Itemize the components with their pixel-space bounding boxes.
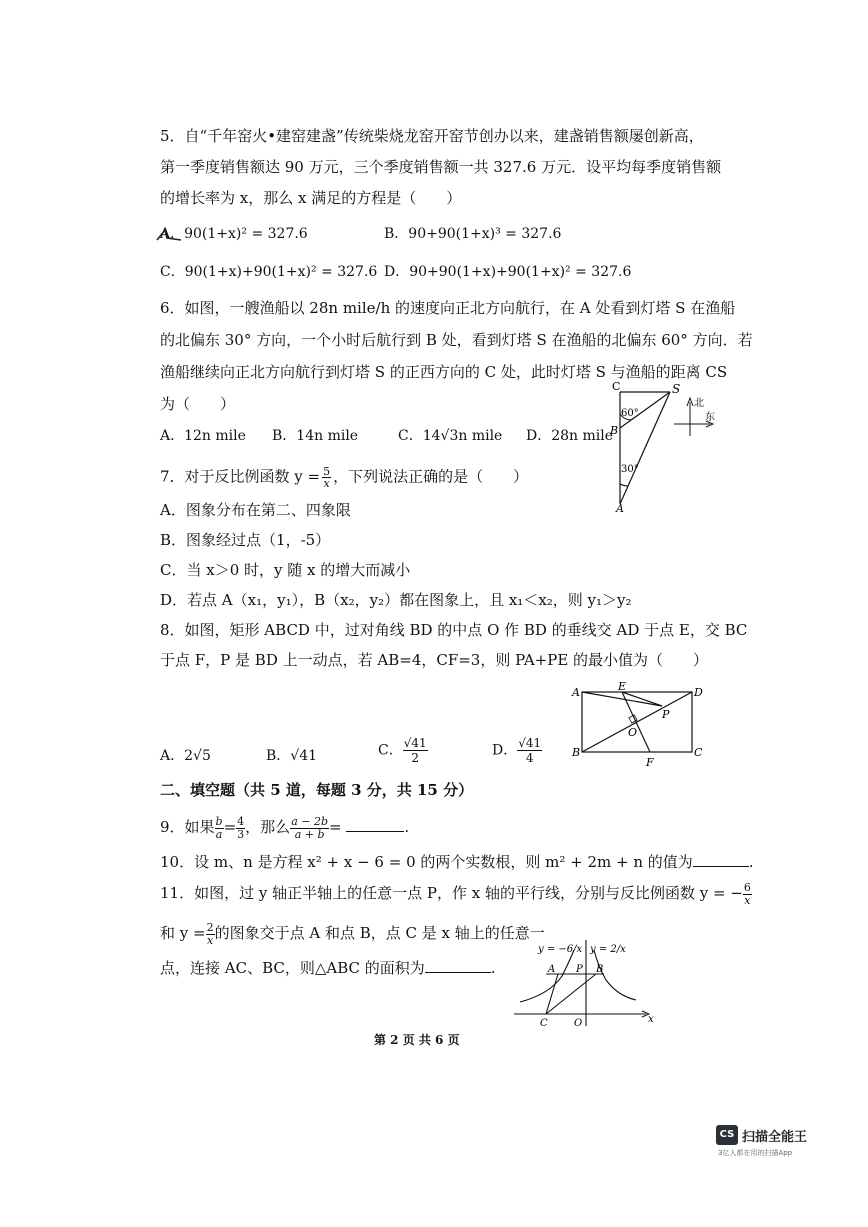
q11-label-x: x (648, 1014, 654, 1025)
q11-line3-text: 点，连接 AC、BC，则△ABC 的面积为 (160, 959, 425, 977)
east-icon: 东 (705, 412, 715, 423)
q9-f2-num: 4 (237, 814, 245, 828)
q6-option-a: A．12n mile (160, 428, 246, 444)
q11-line1-text: 11．如图，过 y 轴正半轴上的任意一点 P，作 x 轴的平行线，分别与反比例函数 y = − (160, 884, 743, 902)
q5-option-c: C．90(1+x)+90(1+x)² = 327.6 (160, 264, 378, 280)
q6-angle-30: 30° (621, 464, 639, 475)
q11-f2-den: x (206, 933, 214, 947)
q8-option-c-den: 2 (411, 751, 419, 765)
q7-option-d: D．若点 A（x₁，y₁），B（x₂，y₂）都在图象上，且 x₁＜x₂，则 y₁＞y₂ (160, 591, 632, 609)
pen-mark-icon (155, 228, 183, 242)
q7-frac-den: x (323, 477, 330, 490)
q5-line2: 第一季度销售额达 90 万元，三个季度销售额一共 327.6 万元．设平均每季度销售额 (160, 158, 722, 176)
q8-label-d: D (694, 686, 703, 699)
q9-post: = (329, 818, 342, 836)
page-footer: 第 2 页 共 6 页 (374, 1033, 460, 1047)
q9-f1-den: a (215, 827, 223, 841)
q8-option-c (378, 736, 428, 765)
q8-option-b: B．√41 (266, 748, 318, 764)
q8-label-o: O (628, 726, 638, 739)
q11-end: . (490, 959, 496, 977)
q9-pre: 9．如果 (160, 818, 215, 836)
q9-f1-num: b (215, 814, 223, 828)
q8-label-f: F (646, 756, 654, 769)
q6-label-a: A (616, 502, 624, 515)
q11-line3 (160, 958, 496, 978)
q11-label-b: B (596, 964, 604, 975)
q7-option-c: C．当 x＞0 时，y 随 x 的增大而减小 (160, 561, 411, 579)
section-2-title: 二、填空题（共 5 道，每题 3 分，共 15 分） (160, 781, 474, 799)
q11-line2-post: 的图象交于点 A 和点 B，点 C 是 x 轴上的任意一 (214, 924, 545, 942)
q6-line3: 渔船继续向正北方向航行到灯塔 S 的正西方向的 C 处，此时灯塔 S 与渔船的距离 CS (160, 363, 728, 381)
q8-line1: 8．如图，矩形 ABCD 中，过对角线 BD 的中点 O 作 BD 的垂线交 AD 于点 E，交 BC (160, 621, 748, 639)
q6-line2: 的北偏东 30° 方向，一个小时后航行到 B 处，看到灯塔 S 在渔船的北偏东 60° 方向．若 (160, 331, 753, 349)
q6-option-d: D．28n mile (526, 428, 614, 444)
q8-label-c: C (694, 746, 703, 759)
north-icon: 北 (694, 398, 704, 409)
q8-option-c-num: √41 (403, 736, 427, 750)
q11-line2 (160, 918, 545, 948)
q6-option-c: C．14√3n mile (398, 428, 503, 444)
q8-label-b: B (572, 746, 581, 759)
q8-option-d-num: √41 (518, 736, 542, 750)
q11-line2-pre: 和 y = (160, 924, 206, 942)
camscanner-watermark (716, 1125, 836, 1165)
q9-mid: ，那么 (245, 818, 291, 836)
q6-line4: 为（ ） (160, 395, 236, 413)
q11-curve2-label: y = 2/x (590, 944, 626, 955)
q5-option-a: A．90(1+x)² = 327.6 (160, 226, 308, 242)
q6-lighthouse-figure (600, 380, 730, 515)
q8-option-a: A．2√5 (160, 748, 211, 764)
q9-eq: = (223, 818, 237, 836)
q11-label-c: C (540, 1018, 548, 1029)
q7-stem-pre: 7．对于反比例函数 y = (160, 467, 321, 486)
q11-f1-den: x (744, 893, 751, 907)
q8-label-p: P (662, 708, 670, 721)
q9-f2-den: 3 (237, 827, 245, 841)
q6-option-b: B．14n mile (272, 428, 359, 444)
camscanner-name: 扫描全能王 (742, 1130, 808, 1145)
q11-line1 (160, 878, 752, 908)
q11-curve1-label: y = −6/x (538, 944, 583, 955)
q7-option-a: A．图象分布在第二、四象限 (160, 501, 351, 519)
q11-answer-blank[interactable] (425, 958, 491, 973)
q5-option-d: D．90+90(1+x)+90(1+x)² = 327.6 (384, 264, 632, 280)
q6-angle-60: 60° (621, 408, 639, 419)
q8-label-e: E (618, 680, 627, 693)
q9-answer-blank[interactable] (346, 817, 404, 832)
q11-hyperbola-figure (510, 930, 660, 1030)
q8-label-a: A (572, 686, 580, 699)
q8-line2: 于点 F，P 是 BD 上一动点，若 AB=4，CF=3，则 PA+PE 的最小值为（ ） (160, 651, 709, 669)
q9-end: . (404, 818, 410, 836)
camscanner-tagline: 3亿人都在用的扫描App (718, 1149, 793, 1157)
q6-label-s: S (672, 382, 681, 396)
q11-label-a: A (548, 964, 556, 975)
q11-f1-num: 6 (743, 880, 751, 894)
q9-stem (160, 812, 409, 842)
q8-option-d (492, 736, 542, 765)
q9-f3-den: a + b (294, 827, 325, 841)
q11-label-o: O (574, 1018, 583, 1029)
q11-f2-num: 2 (206, 920, 214, 934)
q10-stem (160, 852, 754, 872)
q5-option-b: B．90+90(1+x)³ = 327.6 (384, 226, 562, 242)
q8-option-d-den: 4 (525, 751, 534, 765)
q7-option-b: B．图象经过点（1，-5） (160, 531, 331, 549)
q7-stem (160, 466, 528, 489)
q9-f3-num: a − 2b (291, 814, 328, 828)
q8-option-d-label: D． (492, 742, 518, 759)
camscanner-logo-icon: CS (716, 1125, 738, 1145)
q8-option-c-label: C． (378, 742, 403, 759)
q7-frac-num: 5 (323, 465, 331, 478)
q5-line1: 5．自“千年窑火•建窑建盏”传统柴烧龙窑开窑节创办以来，建盏销售额屡创新高， (160, 127, 704, 145)
q11-label-p: P (576, 964, 583, 975)
q6-label-c: C (612, 380, 621, 393)
q8-rectangle-figure (566, 680, 706, 770)
q10-answer-blank[interactable] (693, 852, 749, 867)
q5-line3: 的增长率为 x，那么 x 满足的方程是（ ） (160, 189, 462, 207)
q10-end: . (748, 853, 754, 871)
q10-text: 10．设 m、n 是方程 x² + x − 6 = 0 的两个实数根，则 m² + 2m + n 的值为 (160, 853, 693, 871)
q6-line1: 6．如图，一艘渔船以 28n mile/h 的速度向正北方向航行，在 A 处看到灯塔 S 在渔船 (160, 299, 736, 317)
q7-stem-post: ，下列说法正确的是（ ） (333, 467, 529, 486)
q6-label-b: B (610, 424, 619, 437)
